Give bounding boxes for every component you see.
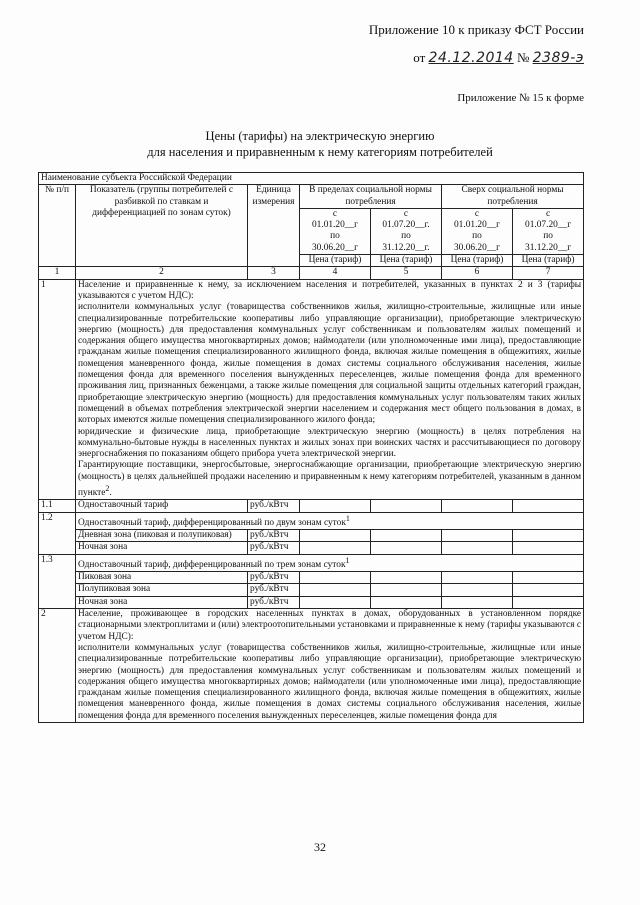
tariff-cell[interactable] <box>513 530 584 542</box>
period-3-end: 30.06.20__г <box>453 242 501 253</box>
row-number: 1.1 <box>39 500 76 512</box>
period-1-from: с <box>332 208 338 219</box>
row-1-2-day <box>39 530 584 542</box>
section-2-paragraph-2: исполнители коммунальных услуг (товарищества собственников жилья, жилищно-строительные, жилищные или иные специализированные потребительские кооперативы либо управляющие организации), приобретающие электрическую энергию (мощность) для предоставления коммунальных услуг собственникам и пользователям жилых помещений и содержания общего имущества многоквартирных домов; наймодатели (или уполномоченные ими лица), предоставляющие гражданам жилые помещения специализированного жилищного фонда, включая жилые помещения в общежитиях, жилые помещения маневренного фонда, жилые помещения в домах системы социального обслуживания населения, жилые помещения фонда для временного поселения вынужденных переселенцев, жилые помещения фонда для <box>78 642 582 721</box>
header-row-1 <box>39 185 584 209</box>
header-unit: Единица измерения <box>248 185 300 267</box>
form-appendix-header: Приложение № 15 к форме <box>457 92 584 104</box>
section-1-paragraph-4-text: Гарантирующие поставщики, энергосбытовые, энергоснабжающие организации, приобретающие электрическую энергию (мощность) в целях дальнейшей продажи населению и приравненным к нему категориям потребителей, указанным в данном пункте <box>78 460 582 499</box>
column-number: 3 <box>248 267 300 279</box>
period-3 <box>442 208 513 254</box>
column-number: 2 <box>76 267 248 279</box>
period-3-to: по <box>472 231 482 242</box>
tariff-cell[interactable] <box>442 584 513 596</box>
header-over-norm: Сверх социальной нормы потребления <box>442 185 584 209</box>
row-label-text: Одноставочный тариф, дифференцированный по двум зонам суток <box>78 517 346 528</box>
column-number: 5 <box>371 267 442 279</box>
period-4-start: 01.07.20__г <box>525 220 572 231</box>
tariff-table <box>38 172 584 723</box>
tariff-cell[interactable] <box>371 500 442 512</box>
period-2-from: с <box>403 208 409 219</box>
section-1-number: 1 <box>39 279 76 500</box>
zone-label: Ночная зона <box>76 596 248 608</box>
row-1-2-night <box>39 542 584 554</box>
tariff-cell[interactable] <box>300 584 371 596</box>
row-unit: руб./кВтч <box>248 542 300 554</box>
period-3-from: с <box>474 208 480 219</box>
zone-label: Пиковая зона <box>76 572 248 584</box>
row-unit: руб./кВтч <box>248 584 300 596</box>
page-number: 32 <box>314 840 326 854</box>
zone-label: Ночная зона <box>76 542 248 554</box>
row-1-3-peak <box>39 572 584 584</box>
footnote-marker: 1 <box>345 555 350 565</box>
row-unit: руб./кВтч <box>248 500 300 512</box>
tariff-cell[interactable] <box>513 500 584 512</box>
order-reference <box>413 50 584 66</box>
appendix-header: Приложение 10 к приказу ФСТ России <box>368 22 584 37</box>
document-title-line1: Цены (тарифы) на электрическую энергию <box>205 129 435 143</box>
period-2-end: 31.12.20__г. <box>382 242 430 253</box>
tariff-cell[interactable] <box>300 500 371 512</box>
tariff-cell[interactable] <box>300 542 371 554</box>
header-indicator: Показатель (группы потребителей с разбивкой по ставкам и дифференциацией по зонам суток) <box>76 185 248 267</box>
row-unit: руб./кВтч <box>248 572 300 584</box>
row-unit: руб./кВтч <box>248 530 300 542</box>
document-title-line2: для населения и приравненным к нему категориям потребителей <box>147 145 493 159</box>
section-1-row <box>39 279 584 500</box>
price-header-4: Цена (тариф) <box>513 255 584 267</box>
section-2-row <box>39 609 584 723</box>
column-number: 6 <box>442 267 513 279</box>
tariff-cell[interactable] <box>371 542 442 554</box>
order-date: 24.12.2014 <box>428 50 514 66</box>
tariff-cell[interactable] <box>513 596 584 608</box>
row-label-text: Одноставочный тариф, дифференцированный по трем зонам суток <box>78 559 346 570</box>
row-label: Одноставочный тариф <box>76 500 248 512</box>
section-1-paragraph-4-end: . <box>109 488 112 499</box>
zone-label: Полупиковая зона <box>76 584 248 596</box>
tariff-cell[interactable] <box>371 596 442 608</box>
order-from-label: от <box>413 50 426 65</box>
footnote-marker: 1 <box>345 513 350 523</box>
period-4-end: 31.12.20__г <box>525 242 572 253</box>
row-1-1 <box>39 500 584 512</box>
tariff-cell[interactable] <box>442 530 513 542</box>
tariff-cell[interactable] <box>300 572 371 584</box>
row-number: 1.2 <box>39 512 76 554</box>
region-row <box>39 173 584 185</box>
section-1-paragraph-3: юридические и физические лица, приобретающие электрическую энергию (мощность) в целях потребления на коммунально-бытовые нужды в населенных пунктах и жилых зонах при воинских частях и рассчитывающиеся по договору энергоснабжения по показаниям общего прибора учета электрической энергии. <box>78 426 582 460</box>
region-label: Наименование субъекта Российской Федерации <box>39 173 584 185</box>
period-1 <box>300 208 371 254</box>
period-4-to: по <box>543 231 553 242</box>
price-header-3: Цена (тариф) <box>442 255 513 267</box>
section-2-description <box>76 609 584 723</box>
section-1-paragraph-4 <box>78 460 581 499</box>
row-unit: руб./кВтч <box>248 596 300 608</box>
period-4-from: с <box>545 208 551 219</box>
tariff-cell[interactable] <box>442 500 513 512</box>
section-1-paragraph-2: исполнители коммунальных услуг (товарищества собственников жилья, жилищно-строительные, жилищные или иные специализированные потребительские кооперативы либо управляющие организации), приобретающие электрическую энергию (мощность) для предоставления коммунальных услуг собственникам и пользователям жилых помещений и содержания общего имущества многоквартирных домов; наймодатели (или уполномоченные ими лица), предоставляющие гражданам жилые помещения специализированного жилищного фонда, включая жилые помещения в общежитиях, жилые помещения маневренного фонда, жилые помещения в домах системы социального обслуживания населения, жилые помещения фонда для временного поселения вынужденных переселенцев, жилые помещения фонда для временного проживания лиц, признанных беженцами, а также жилые помещения для социальной защиты отдельных категорий граждан, приобретающие электрическую энергию (мощность) для предоставления коммунальных услуг пользователям таких жилых помещений в объемах потребления электрической энергии населением и содержания мест общего пользования в домах, в которых имеются жилые помещения специализированного жилого фонда; <box>78 302 582 426</box>
section-2-paragraph-1: Население, проживающее в городских населенных пунктах в домах, оборудованных в установленном порядке стационарными электроплитами и (или) электроотопительными установками и приравненные к нему (тарифы указываются с учетом НДС): <box>78 609 582 642</box>
row-1-3 <box>39 554 584 571</box>
period-2 <box>371 208 442 254</box>
row-1-3-half-peak <box>39 584 584 596</box>
section-1-description <box>76 279 584 500</box>
order-number: 2389-э <box>532 50 584 66</box>
column-number: 4 <box>300 267 371 279</box>
header-number: № п/п <box>39 185 76 267</box>
tariff-cell[interactable] <box>371 530 442 542</box>
column-number: 7 <box>513 267 584 279</box>
column-number: 1 <box>39 267 76 279</box>
section-1-paragraph-1: Население и приравненные к нему, за исключением населения и потребителей, указанных в пунктах 2 и 3 (тарифы указываются с учетом НДС): <box>78 279 582 301</box>
tariff-cell[interactable] <box>300 530 371 542</box>
row-label <box>76 554 584 571</box>
period-4 <box>513 208 584 254</box>
price-header-2: Цена (тариф) <box>371 255 442 267</box>
period-1-to: по <box>330 231 340 242</box>
tariff-cell[interactable] <box>513 572 584 584</box>
order-number-label: № <box>516 50 530 65</box>
tariff-cell[interactable] <box>513 584 584 596</box>
tariff-cell[interactable] <box>442 542 513 554</box>
row-number: 1.3 <box>39 554 76 608</box>
tariff-cell[interactable] <box>442 572 513 584</box>
tariff-cell[interactable] <box>442 596 513 608</box>
zone-label: Дневная зона (пиковая и полупиковая) <box>76 530 248 542</box>
section-2-number: 2 <box>39 609 76 723</box>
row-1-2 <box>39 512 584 529</box>
period-1-start: 01.01.20__г <box>311 220 359 231</box>
period-2-start: 01.07.20__г. <box>382 220 430 231</box>
period-1-end: 30.06.20__г <box>311 242 359 253</box>
tariff-cell[interactable] <box>371 572 442 584</box>
period-2-to: по <box>401 231 411 242</box>
row-1-3-night <box>39 596 584 608</box>
tariff-cell[interactable] <box>300 596 371 608</box>
footnote-marker: 2 <box>105 484 110 494</box>
column-number-row <box>39 267 584 279</box>
price-header-1: Цена (тариф) <box>300 255 371 267</box>
header-within-norm: В пределах социальной нормы потребления <box>300 185 442 209</box>
tariff-cell[interactable] <box>371 584 442 596</box>
tariff-cell[interactable] <box>513 542 584 554</box>
row-label <box>76 512 584 529</box>
period-3-start: 01.01.20__г <box>453 220 501 231</box>
